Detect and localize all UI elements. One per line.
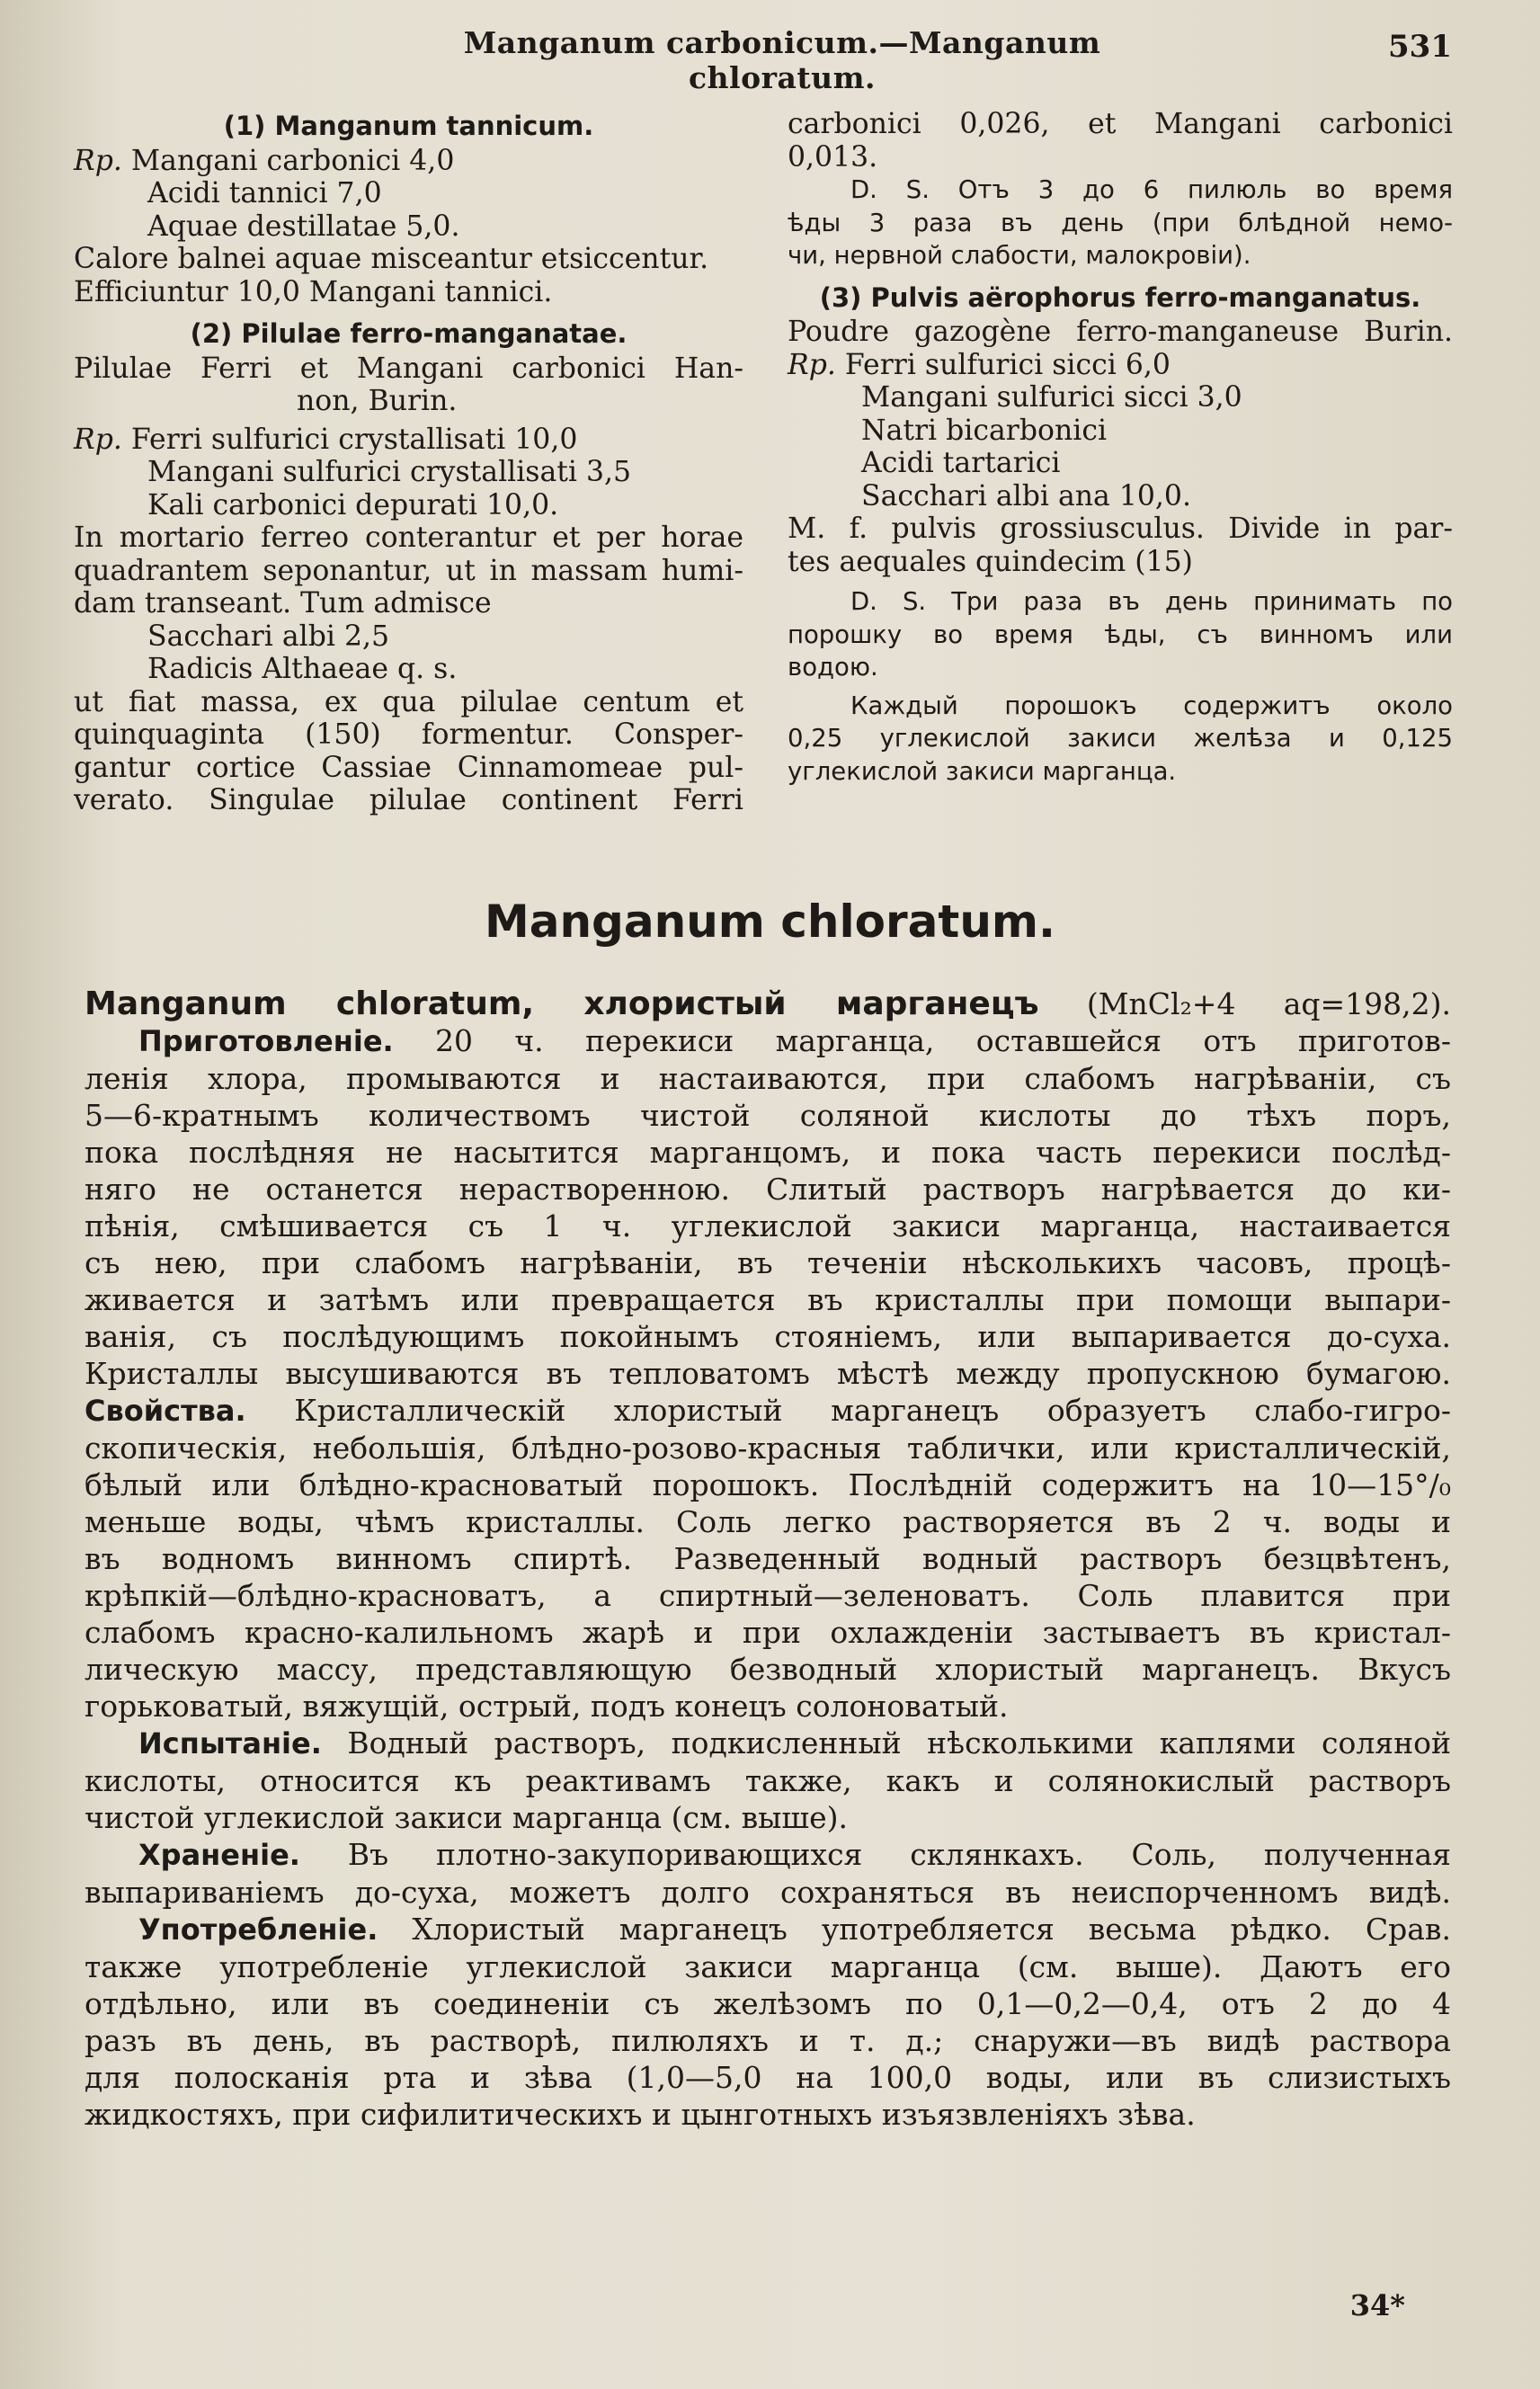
article-body (85, 985, 1451, 2133)
body-line: живается и затѣмъ или превращается въ кристаллы при помощи выпари- (85, 1282, 1451, 1317)
recipe-line: gantur cortice Cassiae Cinnamomeae pul- (74, 751, 743, 784)
body-line (85, 1836, 1451, 1874)
body-text: Кристаллическій хлористый марганецъ образуетъ слабо-гигро- (294, 1393, 1451, 1428)
body-line: ванія, съ послѣдующимъ покойнымъ стояніемъ, или выпаривается до-суха. (85, 1319, 1451, 1354)
body-line (85, 1911, 1451, 1948)
recipe-line: In mortario ferreo conterantur et per horae (74, 521, 743, 554)
recipe-line: порошку во время ѣды, съ винномъ или (788, 620, 1453, 649)
entry-formula: (MnCl₂+4 aq=198,2). (1086, 986, 1451, 1021)
recipe-heading-pulvis: (3) Pulvis aërophorus ferro-manganatus. (819, 281, 1421, 313)
body-text: 20 ч. перекиси марганца, оставшейся отъ приготов- (435, 1023, 1451, 1058)
entry-line (85, 985, 1451, 1022)
body-line: крѣпкій—блѣдно-красноватъ, а спиртный—зеленоватъ. Соль плавится при (85, 1578, 1451, 1613)
recipe-line: Aquae destillatae 5,0. (147, 209, 460, 243)
recipe-line: Sacchari albi ana 10,0. (861, 479, 1191, 513)
body-line: отдѣльно, или въ соединеніи съ желѣзомъ по 0,1—0,2—0,4, отъ 2 до 4 (85, 1986, 1451, 2021)
body-line: лическую массу, представляющую безводный хлористый марганецъ. Вкусъ (85, 1652, 1451, 1687)
page-number: 531 (1388, 29, 1452, 65)
body-line: для полосканія рта и зѣва (1,0—5,0 на 100,0 воды, или въ слизистыхъ (85, 2060, 1451, 2095)
body-line (85, 1725, 1451, 1762)
body-text: Въ плотно-закупоривающихся склянкахъ. Соль, полученная (347, 1837, 1451, 1872)
recipe-line: quinquaginta (150) formentur. Consper- (74, 718, 743, 751)
body-line: ленія хлора, промываются и настаиваются, при слабомъ нагрѣваніи, съ (85, 1061, 1451, 1096)
body-line: разъ въ день, въ растворѣ, пилюляхъ и т. д.; снаружи—въ видѣ раствора (85, 2023, 1451, 2058)
body-line: жидкостяхъ, при сифилитическихъ и цынготныхъ изъязвленіяхъ зѣва. (85, 2097, 1196, 2132)
recipe-line: Efficiuntur 10,0 Mangani tannici. (74, 275, 553, 308)
rp-mark: Rp. (74, 423, 122, 456)
body-line: выпариваніемъ до-суха, можетъ долго сохраняться въ неиспорченномъ видѣ. (85, 1875, 1451, 1910)
recipe-line: чи, нервной слабости, малокровіи). (788, 241, 1251, 270)
recipe-line: ѣды 3 раза въ день (при блѣдной немо- (788, 208, 1453, 237)
body-line: горьковатый, вяжущій, острый, подъ конецъ солоноватый. (85, 1689, 1009, 1724)
recipe-line: Mangani sulfurici sicci 3,0 (861, 381, 1242, 414)
recipe-line: D. S. Три раза въ день принимать по (850, 587, 1453, 616)
recipe-line: углекислой закиси марганца. (788, 756, 1177, 786)
body-line: пока послѣдняя не насытится марганцомъ, и пока часть перекиси послѣд- (85, 1135, 1451, 1170)
recipe-line: Radicis Althaeae q. s. (147, 653, 458, 685)
recipe-line: 0,013. (788, 140, 878, 174)
body-line: также употребленіе углекислой закиси марганца (см. выше). Даютъ его (85, 1949, 1451, 1984)
recipe-line: Каждый порошокъ содержитъ около (850, 691, 1453, 720)
body-line: чистой углекислой закиси марганца (см. выше). (85, 1800, 849, 1835)
recipe-line: Acidi tartarici (861, 447, 1061, 479)
recipe-line: Sacchari albi 2,5 (147, 620, 390, 653)
recipe-line: tes aequales quindecim (15) (788, 545, 1193, 578)
body-line: скопическія, небольшія, блѣдно-розово-красныя таблички, или кристаллическій, (85, 1431, 1451, 1466)
keyword-storage: Храненіе. (138, 1838, 300, 1872)
recipe-line: Mangani sulfurici crystallisati 3,5 (147, 456, 632, 488)
recipe-line: водою. (788, 653, 878, 682)
recipe-line: non, Burin. (297, 385, 458, 417)
running-header: Manganum carbonicum.—Manganum chloratum. (463, 25, 1101, 95)
recipe-line: 0,25 углекислой закиси желѣза и 0,125 (788, 724, 1453, 753)
body-line (85, 1022, 1451, 1060)
rp-mark: Rp. (74, 144, 122, 177)
recipe-line: quadrantem seponantur, ut in massam humi- (74, 554, 743, 587)
recipe-line: Kali carbonici depurati 10,0. (147, 488, 559, 521)
body-line (85, 1392, 1451, 1430)
body-line: слабомъ красно-калильномъ жарѣ и при охлажденіи застываетъ въ кристал- (85, 1615, 1451, 1650)
keyword-preparation: Приготовленіе. (138, 1024, 394, 1058)
keyword-testing: Испытаніе. (138, 1726, 322, 1761)
left-column (74, 108, 743, 817)
recipe-line: Natri bicarbonici (861, 414, 1108, 447)
rp-mark: Rp. (788, 348, 836, 381)
body-text: Хлористый марганецъ употребляется весьма рѣдко. Срав. (412, 1912, 1451, 1947)
recipe-ingredient: Mangani carbonici 4,0 (130, 144, 455, 177)
recipe-line: Calore balnei aquae misceantur etsiccentur. (74, 243, 709, 275)
recipe-heading-tannicum: (1) Manganum tannicum. (223, 111, 594, 141)
recipe-heading-pilulae: (2) Pilulae ferro-manganatae. (190, 318, 628, 349)
body-line: меньше воды, чѣмъ кристаллы. Соль легко растворяется въ 2 ч. воды и (85, 1504, 1451, 1539)
body-line: 5—6-кратнымъ количествомъ чистой соляной кислоты до тѣхъ поръ, (85, 1098, 1451, 1133)
recipe-line: D. S. Отъ 3 до 6 пилюль во время (850, 175, 1453, 204)
section-title: Manganum chloratum. (484, 896, 1056, 948)
body-text: Водный растворъ, подкисленный нѣсколькими каплями соляной (347, 1725, 1451, 1761)
recipe-line: Acidi tannici 7,0 (147, 177, 382, 209)
recipe-ingredient: Ferri sulfurici crystallisati 10,0 (130, 423, 578, 456)
recipe-line (74, 423, 743, 457)
right-column (788, 108, 1453, 788)
entry-name: Manganum chloratum, хлористый марганецъ (85, 985, 1039, 1022)
keyword-usage: Употребленіе. (138, 1912, 378, 1947)
body-line: кислоты, относится къ реактивамъ также, какъ и солянокислый растворъ (85, 1763, 1451, 1798)
recipe-line: Pilulae Ferri et Mangani carbonici Han- (74, 352, 743, 385)
body-line: пѣнія, смѣшивается съ 1 ч. углекислой закиси марганца, настаивается (85, 1208, 1451, 1244)
recipe-line: ut fiat massa, ex qua pilulae centum et (74, 685, 743, 718)
body-line: бѣлый или блѣдно-красноватый порошокъ. Послѣдній содержитъ на 10—15°/₀ (85, 1467, 1451, 1502)
recipe-ingredient: Ferri sulfurici sicci 6,0 (844, 348, 1171, 381)
body-line: Кристаллы высушиваются въ тепловатомъ мѣстѣ между пропускною бумагою. (85, 1356, 1451, 1391)
signature-mark: 34* (1349, 2288, 1405, 2322)
recipe-line (788, 349, 1453, 382)
recipe-line: carbonici 0,026, et Mangani carbonici (788, 108, 1453, 140)
body-line: въ водномъ винномъ спиртѣ. Разведенный водный растворъ безцвѣтенъ, (85, 1541, 1451, 1576)
keyword-properties: Свойства. (85, 1394, 246, 1428)
recipe-line: verato. Singulae pilulae continent Ferri (74, 784, 743, 816)
body-line: съ нею, при слабомъ нагрѣваніи, въ теченіи нѣсколькихъ часовъ, процѣ- (85, 1245, 1451, 1280)
recipe-line (74, 145, 743, 178)
recipe-line: M. f. pulvis grossiusculus. Divide in par- (788, 513, 1453, 545)
recipe-line: Poudre gazogène ferro-manganeuse Burin. (788, 316, 1453, 348)
recipe-line: dam transeant. Tum admisce (74, 587, 492, 620)
body-line: няго не останется нерастворенною. Слитый растворъ нагрѣвается до ки- (85, 1172, 1451, 1207)
